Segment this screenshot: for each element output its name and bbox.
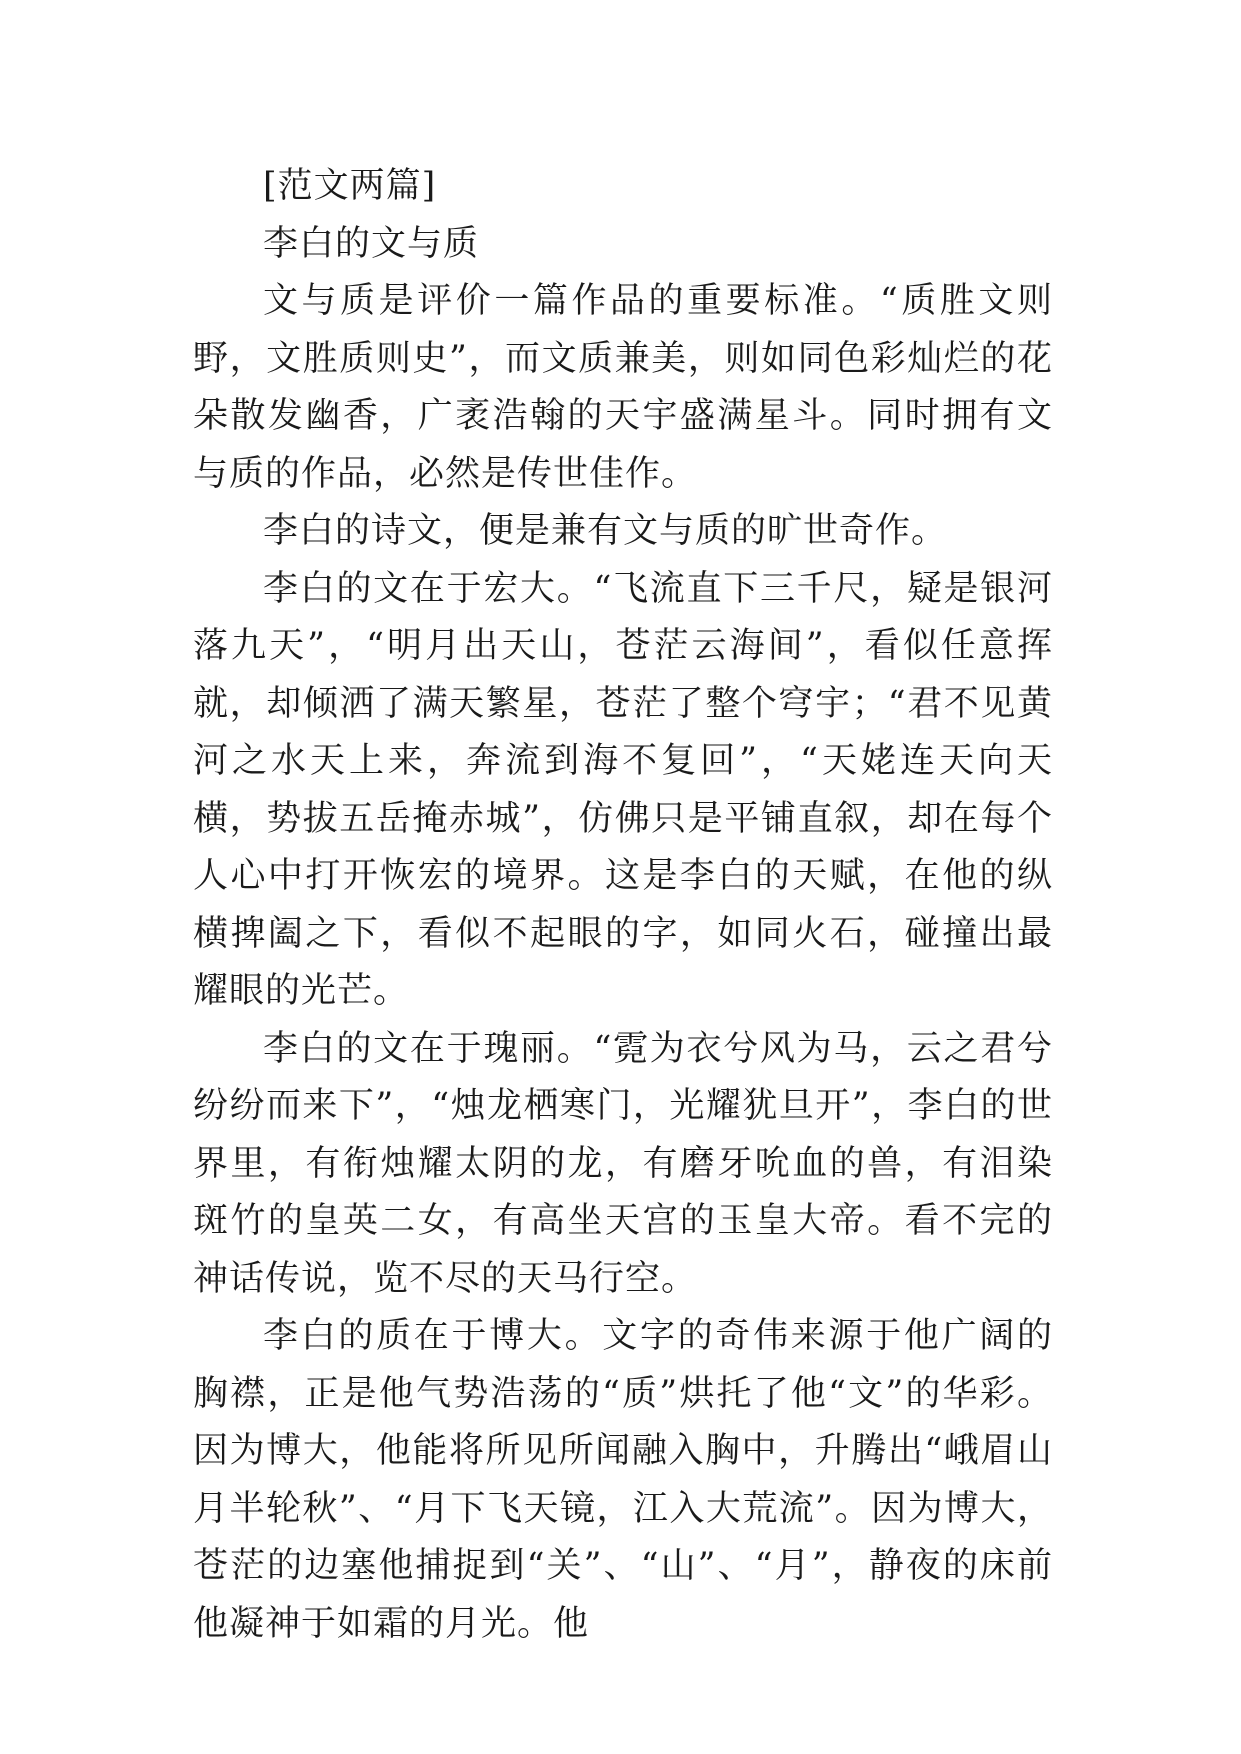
paragraph: 文与质是评价一篇作品的重要标准。“质胜文则野，文胜质则史”，而文质兼美，则如同色彩灿烂的花朵散发幽香，广袤浩翰的天宇盛满星斗。同时拥有文与质的作品，必然是传世佳作。 xyxy=(193,281,1053,494)
document-page xyxy=(193,158,1053,1653)
paragraph: 李白的文在于瑰丽。“霓为衣兮风为马，云之君兮纷纷而来下”，“烛龙栖寒门，光耀犹旦开”，李白的世界里，有衔烛耀太阴的龙，有磨牙吮血的兽，有泪染斑竹的皇英二女，有高坐天宫的玉皇大帝。看不完的神话传说，览不尽的天马行空。 xyxy=(193,1028,1053,1299)
section-label: [范文两篇] xyxy=(263,166,437,206)
paragraph: 李白的文在于宏大。“飞流直下三千尺，疑是银河落九天”，“明月出天山，苍茫云海间”，看似任意挥就，却倾洒了满天繁星，苍茫了整个穹宇；“君不见黄河之水天上来，奔流到海不复回”，“天姥连天向天横，势拔五岳掩赤城”，仿佛只是平铺直叙，却在每个人心中打开恢宏的境界。这是李白的天赋，在他的纵横捭阖之下，看似不起眼的字，如同火石，碰撞出最耀眼的光芒。 xyxy=(193,568,1053,1011)
paragraph: 李白的质在于博大。文字的奇伟来源于他广阔的胸襟，正是他气势浩荡的“质”烘托了他“文”的华彩。因为博大，他能将所见所闻融入胸中，升腾出“峨眉山月半轮秋”、“月下飞天镜，江入大荒流”。因为博大，苍茫的边塞他捕捉到“关”、“山”、“月”，静夜的床前他凝神于如霜的月光。他 xyxy=(193,1316,1053,1644)
paragraph: 李白的诗文，便是兼有文与质的旷世奇作。 xyxy=(263,511,948,551)
essay-title: 李白的文与质 xyxy=(263,223,480,264)
